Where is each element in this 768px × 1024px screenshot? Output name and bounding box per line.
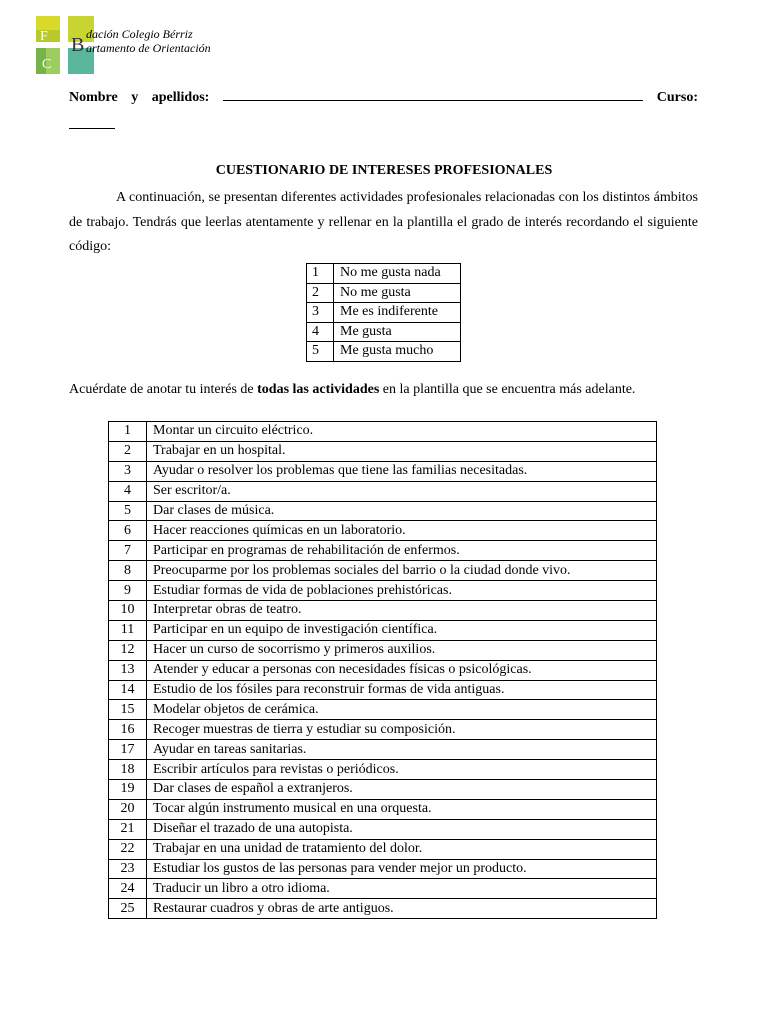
code-row xyxy=(307,283,461,303)
activity-number: 1 xyxy=(109,422,147,442)
code-row xyxy=(307,303,461,323)
name-label: Nombre y apellidos: xyxy=(69,90,210,105)
code-row xyxy=(307,322,461,342)
code-number: 5 xyxy=(307,342,334,362)
activity-description: Escribir artículos para revistas o periódicos. xyxy=(147,760,657,780)
activity-number: 24 xyxy=(109,879,147,899)
activity-description: Diseñar el trazado de una autopista. xyxy=(147,819,657,839)
activity-description: Tocar algún instrumento musical en una orquesta. xyxy=(147,799,657,819)
activity-row xyxy=(109,581,657,601)
activity-number: 17 xyxy=(109,740,147,760)
activity-row xyxy=(109,441,657,461)
reminder-text xyxy=(69,382,635,398)
logo-letter-c: C xyxy=(42,57,52,72)
activities-table xyxy=(108,421,657,919)
activity-description: Dar clases de español a extranjeros. xyxy=(147,780,657,800)
code-meaning: No me gusta nada xyxy=(334,264,461,284)
activity-row xyxy=(109,680,657,700)
logo-letter-f: F xyxy=(40,29,48,44)
activity-row xyxy=(109,521,657,541)
code-meaning: No me gusta xyxy=(334,283,461,303)
activity-row xyxy=(109,819,657,839)
activity-number: 19 xyxy=(109,780,147,800)
activity-number: 5 xyxy=(109,501,147,521)
activity-description: Participar en programas de rehabilitación de enfermos. xyxy=(147,541,657,561)
code-number: 1 xyxy=(307,264,334,284)
course-blank-line[interactable] xyxy=(69,116,115,129)
activity-row xyxy=(109,481,657,501)
course-label: Curso: xyxy=(656,90,698,105)
activity-row xyxy=(109,620,657,640)
activity-description: Estudiar los gustos de las personas para vender mejor un producto. xyxy=(147,859,657,879)
activity-row xyxy=(109,760,657,780)
activity-description: Participar en un equipo de investigación científica. xyxy=(147,620,657,640)
activity-row xyxy=(109,859,657,879)
department-name: artamento de Orientación xyxy=(86,41,211,55)
activity-description: Recoger muestras de tierra y estudiar su composición. xyxy=(147,720,657,740)
activity-number: 14 xyxy=(109,680,147,700)
activity-row xyxy=(109,541,657,561)
activity-number: 8 xyxy=(109,561,147,581)
activity-description: Traducir un libro a otro idioma. xyxy=(147,879,657,899)
activity-description: Restaurar cuadros y obras de arte antiguos. xyxy=(147,899,657,919)
activity-row xyxy=(109,660,657,680)
activity-number: 18 xyxy=(109,760,147,780)
activity-number: 25 xyxy=(109,899,147,919)
activity-number: 10 xyxy=(109,601,147,621)
activity-row xyxy=(109,720,657,740)
activity-description: Estudio de los fósiles para reconstruir formas de vida antiguas. xyxy=(147,680,657,700)
reminder-text-bold: todas las actividades xyxy=(257,382,380,397)
code-meaning: Me gusta mucho xyxy=(334,342,461,362)
activity-number: 12 xyxy=(109,640,147,660)
activity-description: Trabajar en una unidad de tratamiento del dolor. xyxy=(147,839,657,859)
intro-paragraph: A continuación, se presentan diferentes actividades profesionales relacionadas con los distintos ámbitos de trabajo. Tendrás que leerlas atentamente y rellenar en la plantilla el grado de interés recordando el siguiente código: xyxy=(69,190,698,254)
activity-number: 9 xyxy=(109,581,147,601)
activity-row xyxy=(109,640,657,660)
activity-number: 6 xyxy=(109,521,147,541)
activity-row xyxy=(109,899,657,919)
activity-number: 15 xyxy=(109,700,147,720)
activity-row xyxy=(109,740,657,760)
activity-description: Atender y educar a personas con necesidades físicas o psicológicas. xyxy=(147,660,657,680)
activity-description: Modelar objetos de cerámica. xyxy=(147,700,657,720)
document-title: CUESTIONARIO DE INTERESES PROFESIONALES xyxy=(215,163,553,178)
activity-number: 7 xyxy=(109,541,147,561)
code-meaning: Me es indiferente xyxy=(334,303,461,323)
name-blank-line[interactable] xyxy=(223,88,642,101)
name-field-row xyxy=(69,88,698,106)
activity-row xyxy=(109,501,657,521)
activity-number: 2 xyxy=(109,441,147,461)
activity-number: 22 xyxy=(109,839,147,859)
activity-description: Dar clases de música. xyxy=(147,501,657,521)
activity-description: Montar un circuito eléctrico. xyxy=(147,422,657,442)
code-number: 4 xyxy=(307,322,334,342)
activity-description: Hacer un curso de socorrismo y primeros auxilios. xyxy=(147,640,657,660)
activity-row xyxy=(109,799,657,819)
activity-number: 20 xyxy=(109,799,147,819)
activity-row xyxy=(109,839,657,859)
code-number: 3 xyxy=(307,303,334,323)
activity-row xyxy=(109,461,657,481)
code-row xyxy=(307,264,461,284)
activity-description: Ayudar o resolver los problemas que tiene las familias necesitadas. xyxy=(147,461,657,481)
code-meaning: Me gusta xyxy=(334,322,461,342)
activity-number: 4 xyxy=(109,481,147,501)
logo-letter-b: B xyxy=(71,34,85,56)
activity-row xyxy=(109,422,657,442)
activity-number: 3 xyxy=(109,461,147,481)
code-number: 2 xyxy=(307,283,334,303)
activity-row xyxy=(109,561,657,581)
activity-description: Hacer reacciones químicas en un laboratorio. xyxy=(147,521,657,541)
code-row xyxy=(307,342,461,362)
activity-description: Ser escritor/a. xyxy=(147,481,657,501)
interest-code-table xyxy=(306,263,461,362)
activity-number: 11 xyxy=(109,620,147,640)
activity-row xyxy=(109,601,657,621)
activity-number: 13 xyxy=(109,660,147,680)
activity-number: 21 xyxy=(109,819,147,839)
reminder-text-before: Acuérdate de anotar tu interés de xyxy=(69,382,258,397)
school-name: dación Colegio Bérriz xyxy=(86,27,193,41)
reminder-text-after: en la plantilla que se encuentra más adelante. xyxy=(379,382,636,397)
activity-description: Ayudar en tareas sanitarias. xyxy=(147,740,657,760)
activity-number: 16 xyxy=(109,720,147,740)
school-header xyxy=(86,27,211,55)
activity-row xyxy=(109,780,657,800)
activity-number: 23 xyxy=(109,859,147,879)
activity-description: Trabajar en un hospital. xyxy=(147,441,657,461)
activity-row xyxy=(109,700,657,720)
activity-row xyxy=(109,879,657,899)
activity-description: Interpretar obras de teatro. xyxy=(147,601,657,621)
activity-description: Preocuparme por los problemas sociales del barrio o la ciudad donde vivo. xyxy=(147,561,657,581)
activity-description: Estudiar formas de vida de poblaciones prehistóricas. xyxy=(147,581,657,601)
